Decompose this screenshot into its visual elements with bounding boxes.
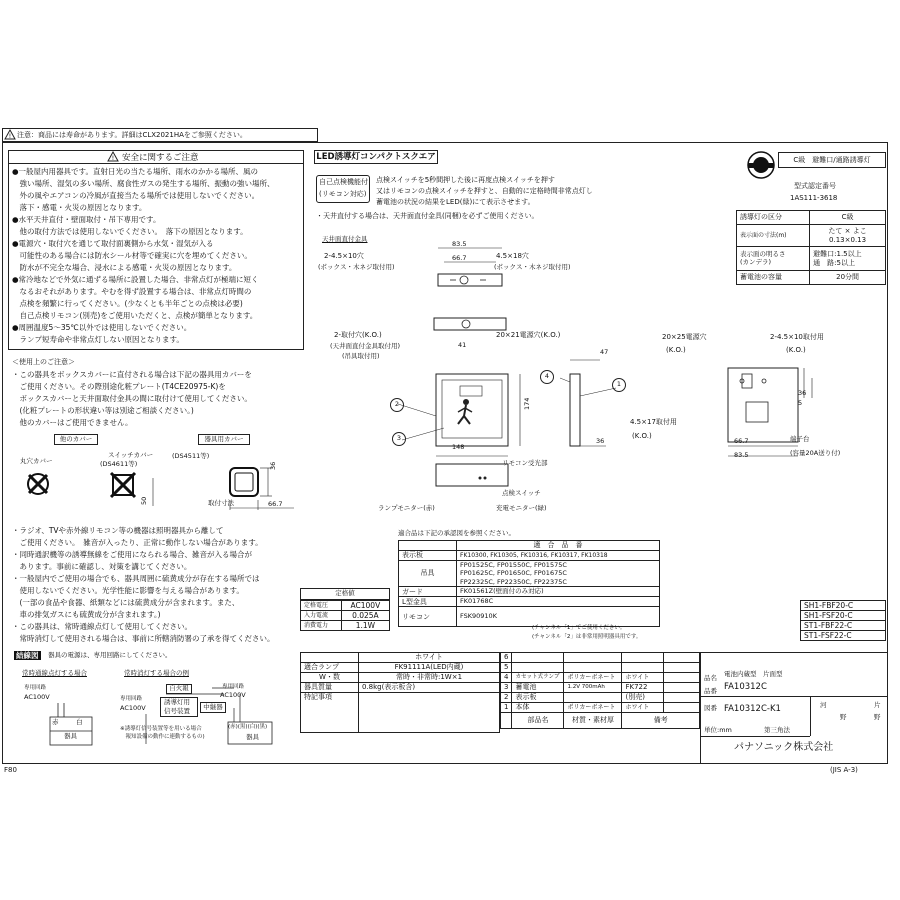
callout-4: 4: [540, 370, 554, 384]
title-divider-2: [700, 736, 810, 737]
rating-key: 入力電流: [301, 611, 342, 621]
part-material: [564, 693, 622, 703]
text-line: ●電源穴・取付穴を通じて取付面裏側から水気・湿気が入る: [12, 239, 214, 248]
sign-2a: 野: [840, 713, 847, 721]
lamp-label: 適合ランプ: [301, 663, 359, 673]
check-switch-label: 点検スイッチ: [502, 489, 541, 497]
remote-note-2: (チャンネル「2」は非常用照明器具用です。: [532, 634, 642, 640]
sign-1a: 河: [820, 701, 827, 709]
text-line: 他のカバーはご使用できません。: [12, 418, 133, 427]
dedicated-circuit-2: 専用回路: [120, 696, 143, 702]
cert-label: 型式認定番号: [794, 182, 836, 190]
w-value: 常時・非常時:1W×1: [359, 673, 500, 683]
text-line: 車の排気ガスにも硫黄成分が含まれます。): [12, 610, 161, 619]
ceiling-bracket-label: 天井面直付金具: [322, 235, 368, 243]
text-line: 強い場所、湿気の多い場所、腐食性ガスの発生する場所、振動の強い場所、: [12, 179, 275, 188]
other-cover-label: 他のカバー: [54, 434, 98, 445]
rating-value: AC100V: [341, 601, 389, 611]
callout-2: 2: [390, 398, 404, 412]
remote-receiver-label: リモコン受光部: [502, 459, 548, 467]
product-title: LED誘導灯コンパクトスクエア: [314, 150, 438, 164]
part-material: 1.2V 700mAh: [564, 683, 622, 693]
power-hole: 20×21電源穴(K.O.): [496, 331, 561, 339]
red-label-1: 赤: [52, 718, 59, 726]
usage-title: ＜使用上のご注意＞: [12, 358, 75, 366]
variant-item: ST1-FBF22-C: [801, 621, 886, 631]
part-color: ホワイト: [622, 673, 664, 683]
row-num: 3: [501, 683, 512, 693]
rating-value: 0.025A: [341, 611, 389, 621]
hole-b: 4.5×18穴: [496, 252, 529, 260]
part-note: [664, 703, 700, 713]
special-label: 特記事項: [301, 693, 359, 733]
text-line: ボックスカバーと天井面取付金具の間に取付けて使用してください。: [12, 394, 252, 403]
apply-key: ガード: [399, 587, 457, 597]
part-name: [512, 663, 564, 673]
switch-cover-label: スイッチカバー: [108, 451, 154, 459]
text-line: ランプ短寿命や非常点灯しない原因となります。: [12, 335, 184, 344]
text-line: ●水平天井直付・壁面取付・吊下専用です。: [12, 215, 161, 224]
apply-table-title: 適合品は下記の承認図を参照ください。: [398, 529, 515, 537]
hinmei-value: 電池内蔵型 片面型: [724, 670, 783, 678]
hole-a: 2-4.5×10穴: [324, 252, 364, 260]
wiring-note-2: 報知設備の動作に連動するもの): [120, 734, 205, 740]
ceiling-note: ・天井直付する場合は、天井面直付金具(同梱)を必ずご使用ください。: [316, 212, 539, 220]
ko-3: (K.O.): [632, 432, 652, 440]
dim-41: 41: [458, 341, 467, 349]
row-num: 2: [501, 693, 512, 703]
spec-value: 20分間: [810, 271, 886, 285]
text-line: 可能性のある場合には防水シール材等で確実に穴を埋めてください。: [12, 251, 252, 260]
text-line: 外の風やエアコンの冷風が直接当たる場所では使用しないでください。: [12, 191, 260, 200]
apply-value: FK10300, FK10305, FK10316, FK10317, FK10318: [457, 551, 660, 561]
terminal-label: 端子台: [790, 435, 810, 443]
hinban-value: FA10312C: [724, 682, 767, 692]
text-line: 他の取付方法では使用しないでください。 落下の原因となります。: [12, 227, 248, 236]
part-note: [664, 683, 700, 693]
row-num: 6: [501, 653, 512, 663]
safety-title: 安全に関するご注意: [122, 153, 199, 163]
text-line: 又はリモコンの点検スイッチを押すと、自動的に定格時間非常点灯し: [376, 187, 593, 195]
fixture-cover-label: 器具用カバー: [198, 434, 250, 445]
hole-k: 2-取付穴(K.O.): [334, 331, 382, 339]
apply-value: FK01768C: [457, 597, 660, 607]
text-line: ・一般屋内でご使用の場合でも、器具周囲に硫黄成分が存在する場所では: [12, 574, 260, 583]
spec-value: たて × よこ 0.13×0.13: [810, 225, 886, 247]
text-line: ・同時通訳機等の誘導無線をご使用になられる場合、雑音が入る場合が: [12, 550, 252, 559]
maru-ana-label: 丸穴カバー: [20, 457, 53, 465]
col-material: 材質・素材厚: [564, 713, 622, 729]
col-note: 備考: [622, 713, 700, 729]
text-line: なるおそれがあります。やむを得ず設置する場合は、非常点灯時間の: [12, 287, 252, 296]
dim-835-back: 83.5: [734, 451, 749, 459]
relay-label-2: 信号装置: [164, 707, 190, 715]
text-line: あります。事前に確認し、対策を講じてください。: [12, 562, 192, 571]
dim-47: 47: [600, 348, 609, 356]
terminal-sub: (容量20A送り付): [790, 449, 841, 457]
variant-item: ST1-FSF22-C: [801, 631, 886, 641]
apply-header: 適 合 品 番: [457, 541, 660, 551]
fixture-cover-ok-icon: [228, 462, 298, 514]
part-color: FK722: [622, 683, 664, 693]
text-line: (化粧プレートの形状違い等は別途ご相談ください。): [12, 406, 194, 415]
part-name: 表示板: [512, 693, 564, 703]
dim-835-top: 83.5: [452, 240, 467, 248]
mount-dim-label: 取付寸法: [208, 499, 234, 507]
col-part: 部品名: [512, 713, 564, 729]
svg-text:!: !: [111, 155, 115, 162]
variant-item: SH1-FBF20-C: [801, 601, 886, 611]
mount-hole: 2-4.5×10取付用: [770, 333, 824, 341]
text-line: ご使用ください。 雑音が入ったり、正常に動作しない場合があります。: [12, 538, 263, 547]
text-line: ご使用ください。その際別途化粧プレート(T4CE20975-K)を: [12, 382, 226, 391]
front-view-drawing: [380, 356, 640, 506]
dedicated-circuit-1: 専用回路: [24, 685, 47, 691]
charge-monitor-label: 充電モニター(緑): [496, 504, 547, 512]
remote-note-1: (チャンネル「1」でご使用ください。: [532, 625, 626, 631]
part-name: 蓄電池: [512, 683, 564, 693]
certification-emblem-icon: [746, 150, 776, 180]
part-color: [622, 653, 664, 663]
part-material: [564, 663, 622, 673]
text-line: 使用しないでください。光学性能に影響を与える場合があります。: [12, 586, 244, 595]
dim-36b: 36: [798, 389, 807, 397]
apply-key: 吊具: [399, 561, 457, 587]
always-on-label: 常時通線点灯する場合: [22, 669, 87, 677]
switch-cover-no-icon: [110, 472, 136, 498]
part-color: (別売): [622, 693, 664, 703]
zuban-value: FA10312C-K1: [724, 704, 781, 714]
lamp-monitor-label: ランプモニター(赤): [378, 504, 435, 512]
ac100v-3: AC100V: [220, 691, 246, 699]
text-line: ・ラジオ、TVや赤外線リモコン等の機器は照明器具から離して: [12, 526, 224, 535]
spec-key: 表示面の明るさ (カンデラ): [737, 247, 810, 271]
dim-174: 174: [523, 397, 531, 410]
apply-key: L型金具: [399, 597, 457, 607]
dim-148: 148: [452, 443, 465, 451]
variant-item: SH1-FSF20-C: [801, 611, 886, 621]
text-line: ・この器具は、常時通線点灯して使用してください。: [12, 622, 192, 631]
relay-box: 中継器: [200, 702, 226, 713]
svg-text:!: !: [8, 133, 12, 140]
projection-label: 第三角法: [764, 726, 790, 734]
part-color: ホワイト: [622, 703, 664, 713]
part-note: [664, 663, 700, 673]
class-label: C級 避難口/通路誘導灯: [778, 152, 886, 168]
variant-table: [800, 600, 886, 641]
caution-text: 注意：商品には寿命があります。詳細はCLX2021HAをご参照ください。: [17, 131, 247, 139]
ac100v-2: AC100V: [120, 704, 146, 712]
callout-1: 1: [612, 378, 626, 392]
dim-50: 50: [140, 496, 148, 505]
company-name: パナソニック株式会社: [734, 742, 834, 753]
white-label-1: 白: [76, 718, 83, 726]
apply-key: 表示板: [399, 551, 457, 561]
rating-value: 1.1W: [341, 621, 389, 631]
round-cover-no-icon: [26, 472, 50, 496]
part-color: [622, 663, 664, 673]
text-line: (一部の食品や食器、紙類などには硫黄成分が含まれます。また、: [12, 598, 240, 607]
dim-667-top: 66.7: [452, 254, 467, 262]
footer-right: (JIS A-3): [830, 766, 858, 774]
part-name: 本体: [512, 703, 564, 713]
text-line: 点検スイッチを5秒間押した後に再度点検スイッチを押す: [376, 176, 555, 184]
wiring-badge: 結線図: [16, 651, 39, 660]
apply-table: [398, 540, 660, 627]
ko-2: (K.O.): [786, 346, 806, 354]
switch-cover-model: (DS4611等): [100, 460, 138, 468]
hinmei-label: 品名: [704, 674, 717, 682]
relay-label-1: 誘導灯用: [164, 698, 190, 706]
self-check-title: 自己点検機能付: [319, 178, 368, 186]
spec-key: 誘導灯の区分: [737, 211, 810, 225]
sign-1b: 片: [874, 701, 881, 709]
part-note: [664, 693, 700, 703]
w-label: W・数: [301, 673, 359, 683]
dim-36-side: 36: [596, 437, 605, 445]
dim-667-back: 66.7: [734, 437, 749, 445]
fixture-label-1: 器具: [64, 732, 77, 740]
hole-a-sub: (ボックス・木ネジ取付用): [318, 263, 395, 271]
part-material: ポリカーボネート: [564, 703, 622, 713]
spec-left-block: [300, 652, 500, 733]
kind-note: (赤)(黒)(白)(黒): [228, 724, 268, 730]
row-num: 1: [501, 703, 512, 713]
apply-value: FP01525C, FP01550C, FP01575C FP01625C, FP01650C, FP01675C FP22325C, FP22350C, FP22375C: [457, 561, 660, 587]
apply-value: FSK90910K: [457, 607, 660, 627]
spec-table: [736, 210, 886, 285]
hole-17: 4.5×17取付用: [630, 418, 677, 426]
power-hole-2: 20×25電源穴: [662, 333, 707, 341]
spec-value: 避難口:1.5以上 通 路:5以上: [810, 247, 886, 271]
part-note: [664, 673, 700, 683]
text-line: 防水が不完全な場合、浸水による感電・火災の原因となります。: [12, 263, 237, 272]
fixture-label-2: 器具: [246, 733, 259, 741]
text-line: 自己点検リモコン(別売)をご使用いただくと、点検が簡単となります。: [12, 311, 258, 320]
rating-table: [300, 600, 390, 631]
wiring-note-1: ※誘導灯信号装置等を用いる場合: [120, 726, 202, 732]
hole-k-sub2: (吊具取付用): [342, 352, 380, 360]
parts-table: [500, 652, 700, 729]
color-value: ホワイト: [359, 653, 500, 663]
warning-triangle-icon: [108, 152, 118, 161]
text-line: 点検を頻繁に行ってください。(少なくとも半年ごとの点検は必要): [12, 299, 243, 308]
text-line: 蓄電池の状況の結果をLED(緑)にて表示させます。: [376, 198, 535, 206]
cert-number: 1AS111-3618: [790, 194, 838, 202]
dim-36-cover: 36: [269, 461, 277, 470]
rating-key: 消費電力: [301, 621, 342, 631]
text-line: ●常冷地などで外気に通ずる場所に設置した場合、非常点灯が極端に短く: [12, 275, 259, 284]
spec-key: 蓄電池の容量: [737, 271, 810, 285]
text-line: 落下・感電・火災の原因となります。: [12, 203, 147, 212]
fixture-cover-model: (DS4511等): [172, 452, 210, 460]
dim-667-cover: 66.7: [268, 500, 283, 508]
unit-label: 単位:mm: [704, 726, 732, 734]
ac100v-1: AC100V: [24, 693, 50, 701]
ko-1: (K.O.): [666, 346, 686, 354]
wiring-power-note: 器具の電源は、専用回路にしてください。: [48, 651, 172, 659]
text-line: ・この器具をボックスカバーに直付される場合は下記の器具用カバーを: [12, 370, 252, 379]
self-check-sub: (リモコン対応): [319, 190, 367, 198]
mass-value: 0.8kg(表示板含): [359, 683, 500, 693]
callout-3: 3: [392, 432, 406, 446]
part-name: [512, 653, 564, 663]
spec-key: 表示面の寸法(m): [737, 225, 810, 247]
self-relay-box: 自火報: [166, 684, 192, 694]
text-line: 常時消灯して使用される場合は、事前に所轄消防署の了承を得てください。: [12, 634, 275, 643]
dim-5: 5: [798, 399, 803, 407]
spec-value: C級: [810, 211, 886, 225]
text-line: ●一般屋内用器具です。直射日光の当たる場所、雨水のかかる場所、風の: [12, 167, 258, 176]
row-num: 4: [501, 673, 512, 683]
hinban-label: 品番: [704, 687, 717, 695]
mass-label: 器具質量: [301, 683, 359, 693]
dedicated-circuit-3: 専用回路: [222, 684, 245, 690]
rating-key: 定格電圧: [301, 601, 342, 611]
rating-title: 定格値: [300, 588, 390, 600]
dim-50-line: [148, 478, 158, 508]
always-off-label: 常時消灯する場合の例: [124, 669, 189, 677]
part-material: ポリカーボネート: [564, 673, 622, 683]
text-line: ●周囲温度5〜35℃以外では使用しないでください。: [12, 323, 192, 332]
part-note: [664, 653, 700, 663]
lamp-value: FK91111A(LED内蔵): [359, 663, 500, 673]
footer-left: F80: [4, 766, 17, 774]
row-num: 5: [501, 663, 512, 673]
part-material: [564, 653, 622, 663]
hole-b-sub: (ボックス・木ネジ取付用): [494, 263, 571, 271]
zuban-label: 図番: [704, 704, 717, 712]
apply-value: FK01561Z(壁面付のみ対応): [457, 587, 660, 597]
warning-triangle-icon: [5, 130, 15, 139]
sign-2b: 野: [874, 713, 881, 721]
hole-k-sub1: (天井面直付金具取付用): [330, 342, 401, 350]
part-name: カセット式ランプ: [512, 673, 564, 683]
apply-key: リモコン: [399, 607, 457, 627]
